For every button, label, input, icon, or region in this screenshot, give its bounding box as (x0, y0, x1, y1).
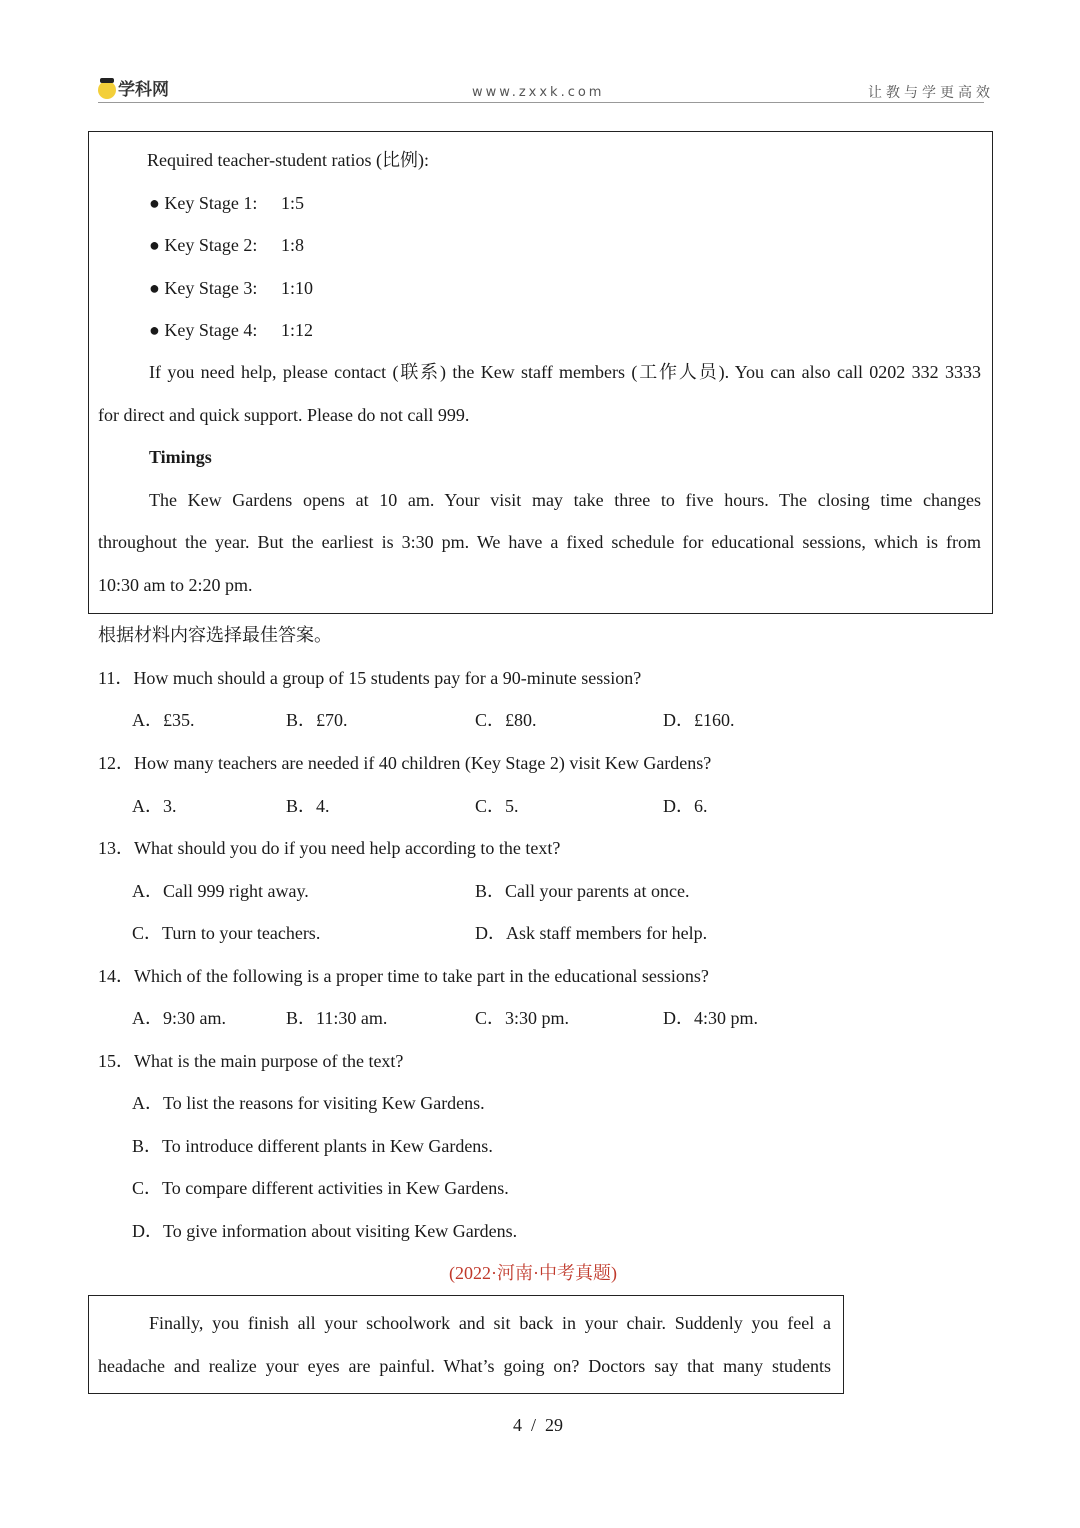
owl-logo-icon (98, 81, 116, 99)
question-stem: 12．How many teachers are needed if 40 children (Key Stage 2) visit Kew Gardens? (98, 753, 712, 773)
option: B．Call your parents at once. (475, 881, 690, 901)
page-number: 4 / 29 (513, 1415, 564, 1435)
question-stem: 13．What should you do if you need help according to the text? (98, 838, 561, 858)
header-divider (98, 102, 984, 103)
ratio-value: 1:10 (281, 278, 314, 298)
option: B．£70. (286, 710, 348, 730)
help-text: If you need help, please contact (联系) the Kew staff members (工作人员). You can also call 0202 332 3333 (149, 362, 981, 382)
instruction: 根据材料内容选择最佳答案。 (98, 625, 332, 645)
option: A．£35. (132, 710, 195, 730)
ratio-stage: ● Key Stage 4: (149, 320, 258, 340)
option: B．4. (286, 796, 330, 816)
option: C．Turn to your teachers. (132, 923, 321, 943)
option: C．£80. (475, 710, 537, 730)
ratio-stage: ● Key Stage 3: (149, 278, 258, 298)
timings-text: 10:30 am to 2:20 pm. (98, 575, 253, 595)
question-stem: 15．What is the main purpose of the text? (98, 1051, 404, 1071)
option: B．11:30 am. (286, 1008, 388, 1028)
passage-text: Finally, you finish all your schoolwork and sit back in your chair. Suddenly you feel a (149, 1313, 831, 1333)
ratios-title: Required teacher-student ratios (比例): (147, 150, 430, 170)
help-text: for direct and quick support. Please do not call 999. (98, 405, 470, 425)
option: A．3. (132, 796, 177, 816)
question-stem: 14．Which of the following is a proper time to take part in the educational sessions? (98, 966, 709, 986)
option: A．Call 999 right away. (132, 881, 309, 901)
option: D．To give information about visiting Kew Gardens. (132, 1221, 518, 1241)
option: D．£160. (663, 710, 735, 730)
header-slogan: 让教与学更高效 (868, 85, 994, 101)
option: A．To list the reasons for visiting Kew Gardens. (132, 1093, 485, 1113)
option: A．9:30 am. (132, 1008, 226, 1028)
passage-text: headache and realize your eyes are painful. What’s going on? Doctors say that many students (98, 1356, 831, 1376)
ratio-value: 1:5 (281, 193, 305, 213)
site-logo (98, 78, 169, 102)
timings-text: The Kew Gardens opens at 10 am. Your visit may take three to five hours. The closing time changes (149, 490, 981, 510)
option: D．4:30 pm. (663, 1008, 759, 1028)
question-stem: 11．How much should a group of 15 students pay for a 90-minute session? (98, 668, 642, 688)
timings-heading: Timings (149, 447, 212, 467)
logo-text: 学科网 (118, 80, 169, 100)
option: D．6. (663, 796, 708, 816)
option: B．To introduce different plants in Kew Gardens. (132, 1136, 493, 1156)
passage-box-2 (88, 1295, 844, 1394)
header-url: www.zxxk.com (472, 85, 605, 100)
timings-text: throughout the year. But the earliest is 3:30 pm. We have a fixed schedule for educational sessions, which is from (98, 532, 981, 552)
option: C．To compare different activities in Kew Gardens. (132, 1178, 509, 1198)
option: C．3:30 pm. (475, 1008, 570, 1028)
option: D．Ask staff members for help. (475, 923, 708, 943)
ratio-value: 1:12 (281, 320, 314, 340)
option: C．5. (475, 796, 519, 816)
ratio-value: 1:8 (281, 235, 305, 255)
ratio-stage: ● Key Stage 1: (149, 193, 258, 213)
source-label: (2022·河南·中考真题) (449, 1263, 617, 1283)
ratio-stage: ● Key Stage 2: (149, 235, 258, 255)
